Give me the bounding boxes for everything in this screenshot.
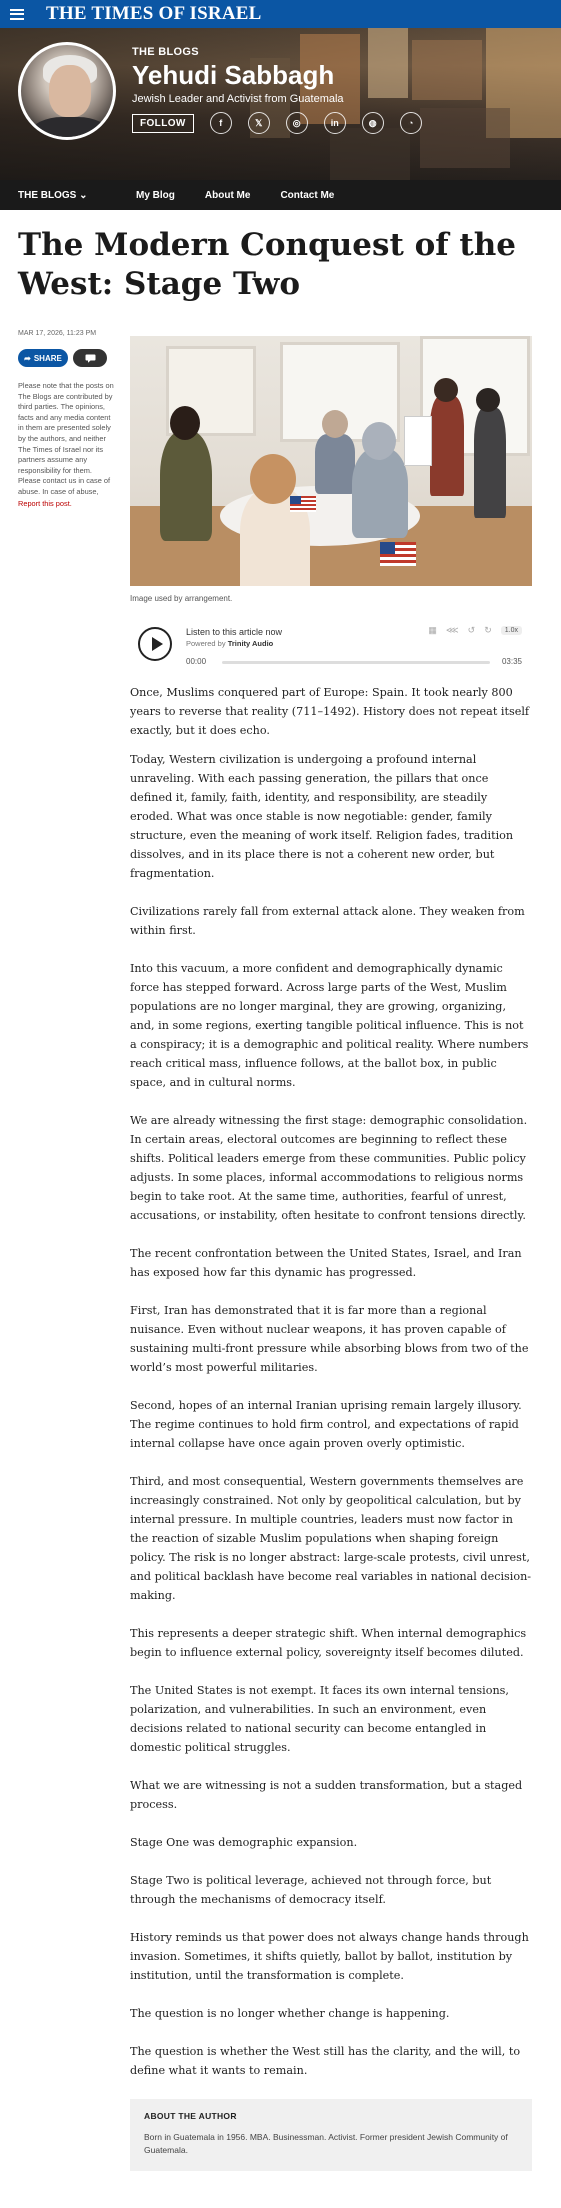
- rss-icon[interactable]: ◔: [400, 112, 422, 134]
- paragraph: Once, Muslims conquered part of Europe: Spain. It took nearly 800 years to reverse that reality (711–1492). History does not repeat itself exactly, but it does echo.: [130, 686, 530, 737]
- player-title: Listen to this article now: [186, 627, 283, 637]
- comment-icon: [85, 354, 96, 363]
- comment-button[interactable]: [73, 349, 107, 367]
- publish-date: MAR 17, 2026, 11:23 PM: [18, 330, 97, 337]
- chevron-down-icon: ⌄: [79, 189, 88, 201]
- article-image: [130, 336, 532, 586]
- article-body: [130, 683, 532, 2080]
- nav-my-blog[interactable]: My Blog: [136, 189, 175, 201]
- article-content: [130, 304, 532, 2171]
- disclaimer-text: Please note that the posts on The Blogs are contributed by third parties. The opinions, facts and any media content in them are presented solely by the authors, and neither The Times of Israel nor its partners assume any responsibility for them. Please contact us in case of abuse. In case of abuse,: [18, 381, 114, 496]
- audio-player: [130, 621, 532, 669]
- duration: 03:35: [501, 657, 522, 666]
- about-author-heading: ABOUT THE AUTHOR: [144, 2111, 237, 2121]
- paragraph: The United States is not exempt. It faces its own internal tensions, polarization, and vulnerabilities. In such an environment, even decisions related to national security can become entangled in domestic political struggles.: [130, 1684, 509, 1754]
- progress-bar[interactable]: [222, 661, 490, 664]
- article-title: The Modern Conquest of the West: Stage Two: [18, 227, 516, 302]
- paragraph: Civilizations rarely fall from external attack alone. They weaken from within first.: [130, 905, 525, 937]
- player-powered-by: [186, 639, 273, 648]
- powered-prefix: Powered by: [186, 639, 226, 648]
- paragraph: The question is whether the West still has the clarity, and the will, to define what it wants to remain.: [130, 2045, 521, 2077]
- nav-contact-me[interactable]: Contact Me: [280, 189, 335, 201]
- paragraph: Stage Two is political leverage, achieved not through force, but through the mechanisms of democracy itself.: [130, 1874, 492, 1906]
- powered-brand[interactable]: Trinity Audio: [227, 639, 274, 648]
- paragraph: What we are witnessing is not a sudden transformation, but a staged process.: [130, 1779, 523, 1811]
- share-label: SHARE: [33, 353, 62, 363]
- paragraph: Into this vacuum, a more confident and demographically dynamic force has stepped forward. Across large parts of the West, Muslim populations are no longer marginal, they are growing, organizing, and, in some regions, exerting tangible political influence. This is not a conspiracy; it is a demographic and political reality. Where numbers reach critical mass, influence follows, at the ballot box, in public space, and in cultural norms.: [130, 962, 529, 1089]
- paragraph: The recent confrontation between the United States, Israel, and Iran has exposed how far this dynamic has progressed.: [130, 1247, 522, 1279]
- current-time: 00:00: [186, 657, 207, 666]
- author-name[interactable]: Yehudi Sabbagh: [132, 60, 335, 90]
- website-icon[interactable]: ◍: [362, 112, 384, 134]
- avatar[interactable]: [18, 42, 116, 140]
- the-blogs-dropdown[interactable]: [18, 190, 136, 201]
- menu-icon[interactable]: [10, 9, 24, 20]
- paragraph: This represents a deeper strategic shift. When internal demographics begin to influence external policy, sovereignty itself becomes diluted.: [130, 1627, 527, 1659]
- rewind-icon[interactable]: ↺: [467, 625, 476, 635]
- top-bar: [0, 0, 561, 28]
- instagram-icon[interactable]: ◎: [286, 112, 308, 134]
- article-main: [0, 304, 561, 2171]
- the-blogs-label: THE BLOGS: [18, 189, 77, 201]
- image-caption: Image used by arrangement.: [130, 594, 233, 603]
- paragraph: First, Iran has demonstrated that it is far more than a regional nuisance. Even without nuclear weapons, it has proven capable of sustaining multi-front pressure while absorbing blows from two of the world’s most powerful militaries.: [130, 1304, 529, 1374]
- share-button[interactable]: [18, 349, 68, 367]
- about-author-box: [130, 2099, 532, 2171]
- linkedin-icon[interactable]: in: [324, 112, 346, 134]
- play-button[interactable]: [138, 627, 172, 661]
- paragraph: The question is no longer whether change is happening.: [130, 2007, 450, 2020]
- nav-about-me[interactable]: About Me: [204, 189, 251, 201]
- forward-icon[interactable]: ↻: [484, 625, 492, 635]
- paragraph: Today, Western civilization is undergoing a profound internal unraveling. With each passing generation, the pillars that once defined it, family, faith, identity, and responsibility, are steadily eroded. What was once stable is now negotiable: gender, family structure, even the meaning of work itself. Religion fades, tradition dissolves, and in its place there is not a coherent new order, but fragmentation.: [130, 753, 514, 880]
- share-audio-icon[interactable]: ⋘: [445, 625, 459, 635]
- author-subtitle: Jewish Leader and Activist from Guatemala: [132, 93, 344, 105]
- speed-button[interactable]: 1.0x: [501, 626, 522, 635]
- facebook-icon[interactable]: f: [210, 112, 232, 134]
- paragraph: History reminds us that power does not always change hands through invasion. Sometimes, it shifts quietly, ballot by ballot, institution by institution, until the transformation is complete.: [130, 1931, 529, 1982]
- paragraph: Stage One was demographic expansion.: [130, 1836, 358, 1849]
- paragraph: We are already witnessing the first stage: demographic consolidation. In certain areas, electoral outcomes are beginning to reflect these shifts. Political leaders emerge from these communities. Public policy adjusts. In some places, informal accommodations to religious norms begin to take root. At the same time, authorities, fearful of unrest, accusations, or instability, often hesitate to confront tensions directly.: [130, 1114, 528, 1222]
- share-icon: ➦: [24, 353, 31, 363]
- follow-button[interactable]: FOLLOW: [132, 114, 194, 133]
- paragraph: Third, and most consequential, Western governments themselves are increasingly constrained. Not only by geopolitical calculation, but by internal pressure. In multiple countries, leaders must now factor in the reaction of sizable Muslim populations when shaping foreign policy. The risk is no longer abstract: large-scale protests, civil unrest, and political backlash have become real variables in national decision-making.: [130, 1475, 532, 1602]
- paragraph: Second, hopes of an internal Iranian uprising remain largely illusory. The regime continues to hold firm control, and expectations of rapid internal collapse have once again proven overly optimistic.: [130, 1399, 522, 1450]
- blog-subnav: [0, 180, 561, 210]
- article-sidebar: [18, 330, 116, 509]
- blogs-kicker[interactable]: THE BLOGS: [132, 46, 199, 58]
- blog-disclaimer: [18, 381, 116, 509]
- report-post-link[interactable]: Report this post.: [18, 498, 72, 508]
- x-icon[interactable]: 𝕏: [248, 112, 270, 134]
- translate-icon[interactable]: ▦: [428, 625, 437, 635]
- author-bio: Born in Guatemala in 1956. MBA. Businessman. Activist. Former president Jewish Community of Guatemala.: [144, 2132, 508, 2155]
- site-logo[interactable]: THE TIMES OF ISRAEL: [46, 3, 262, 24]
- blog-header: [0, 28, 561, 180]
